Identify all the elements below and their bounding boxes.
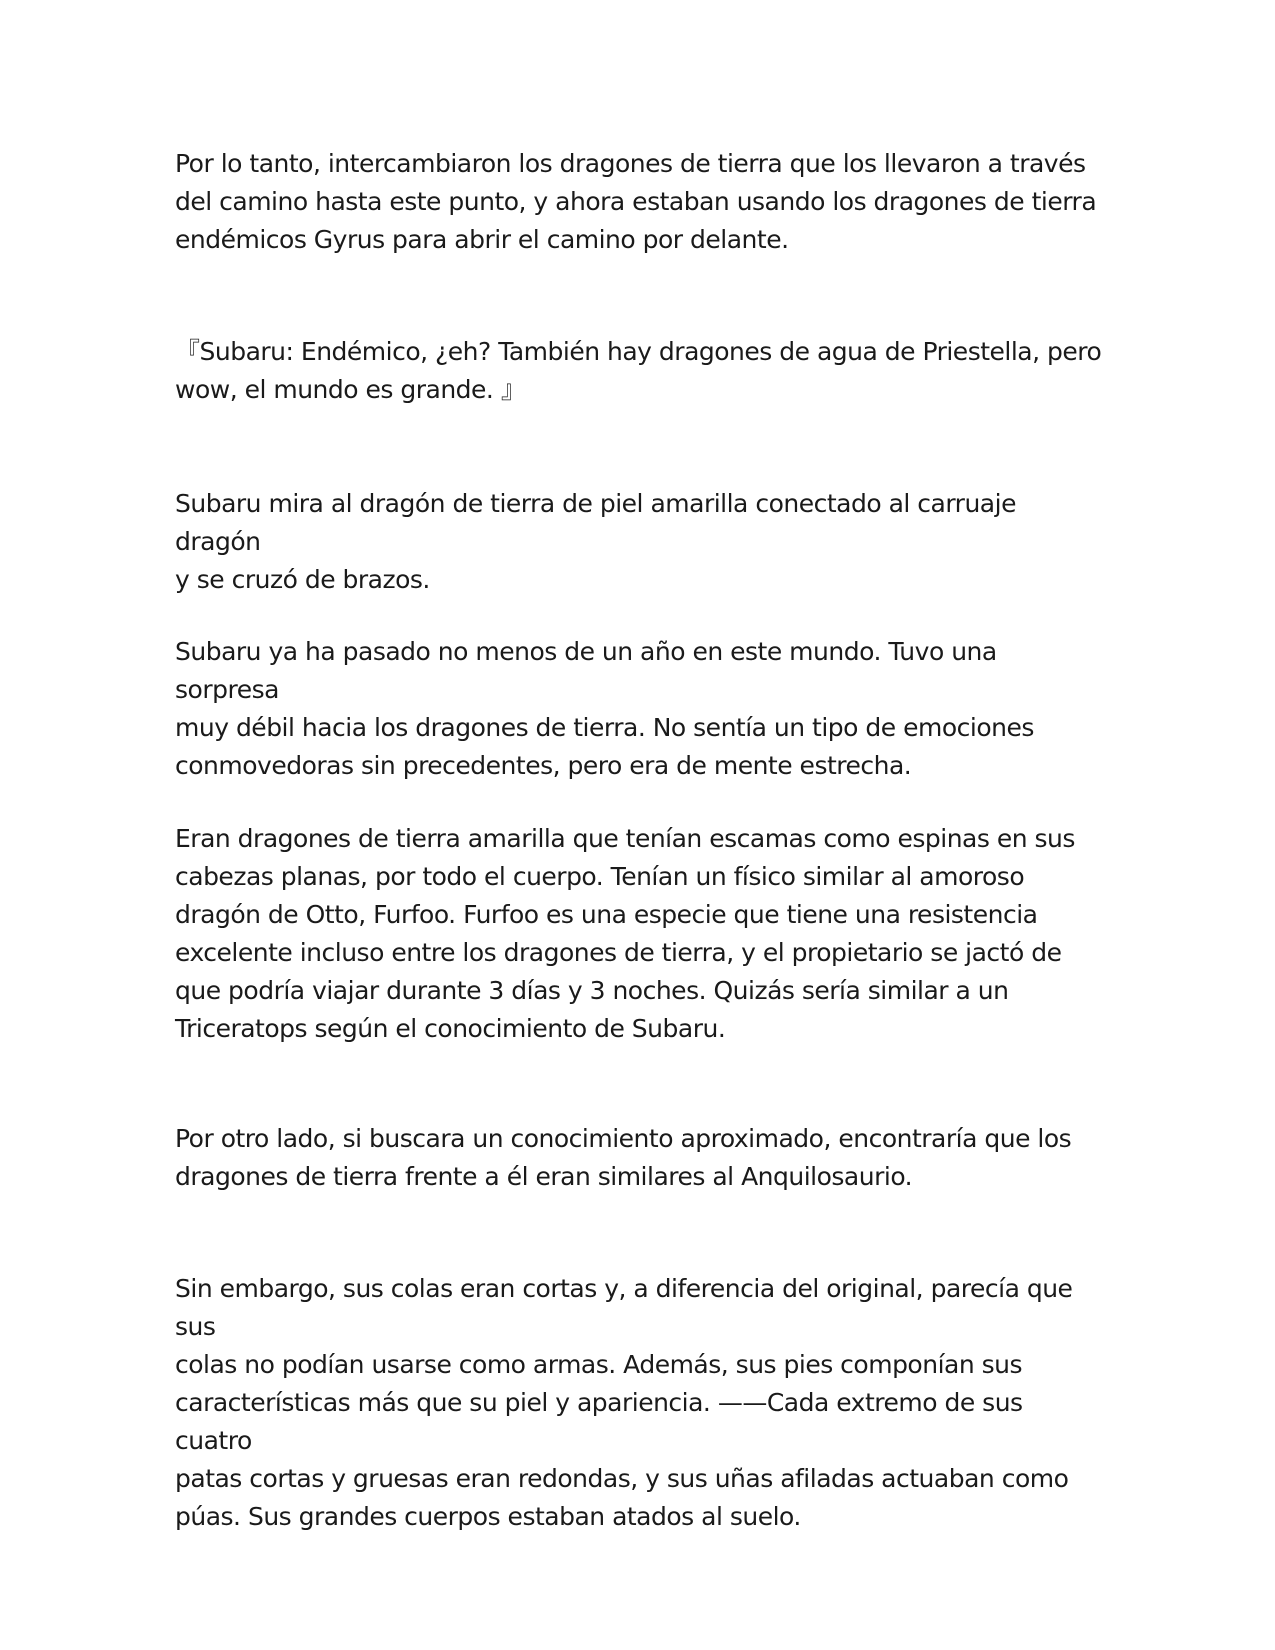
- paragraph-5: Eran dragones de tierra amarilla que tenían escamas como espinas en sus cabezas planas, por todo el cuerpo. Tenían un físico similar al amoroso dragón de Otto, Furfoo. Furfoo es una especie que tiene una resistencia excelente incluso entre los dragones de tierra, y el propietario se jactó de que podría viajar durante 3 días y 3 noches. Quizás sería similar a un Triceratops según el conocimiento de Subaru.: [175, 824, 1075, 1043]
- paragraph-3: Subaru mira al dragón de tierra de piel amarilla conectado al carruaje dragón y se cruzó de brazos.: [175, 489, 1016, 594]
- paragraph-7: Sin embargo, sus colas eran cortas y, a diferencia del original, parecía que sus colas no podían usarse como armas. Además, sus pies componían sus características más que su piel y apariencia. ——Cada extremo de sus cuatro patas cortas y gruesas eran redondas, y sus uñas afiladas actuaban como púas. Sus grandes cuerpos estaban atados al suelo.: [175, 1274, 1073, 1531]
- paragraph-4: Subaru ya ha pasado no menos de un año en este mundo. Tuvo una sorpresa muy débil hacia los dragones de tierra. No sentía un tipo de emociones conmovedoras sin precedentes, pero era de mente estrecha.: [175, 637, 1034, 780]
- paragraph-1: Por lo tanto, intercambiaron los dragones de tierra que los llevaron a través del camino hasta este punto, y ahora estaban usando los dragones de tierra endémicos Gyrus para abrir el camino por delante.: [175, 149, 1097, 254]
- paragraph-2-dialogue: 『Subaru: Endémico, ¿eh? También hay dragones de agua de Priestella, pero wow, el mundo es grande. 』: [175, 337, 1102, 404]
- paragraph-6: Por otro lado, si buscara un conocimiento aproximado, encontraría que los dragones de tierra frente a él eran similares al Anquilosaurio.: [175, 1124, 1072, 1191]
